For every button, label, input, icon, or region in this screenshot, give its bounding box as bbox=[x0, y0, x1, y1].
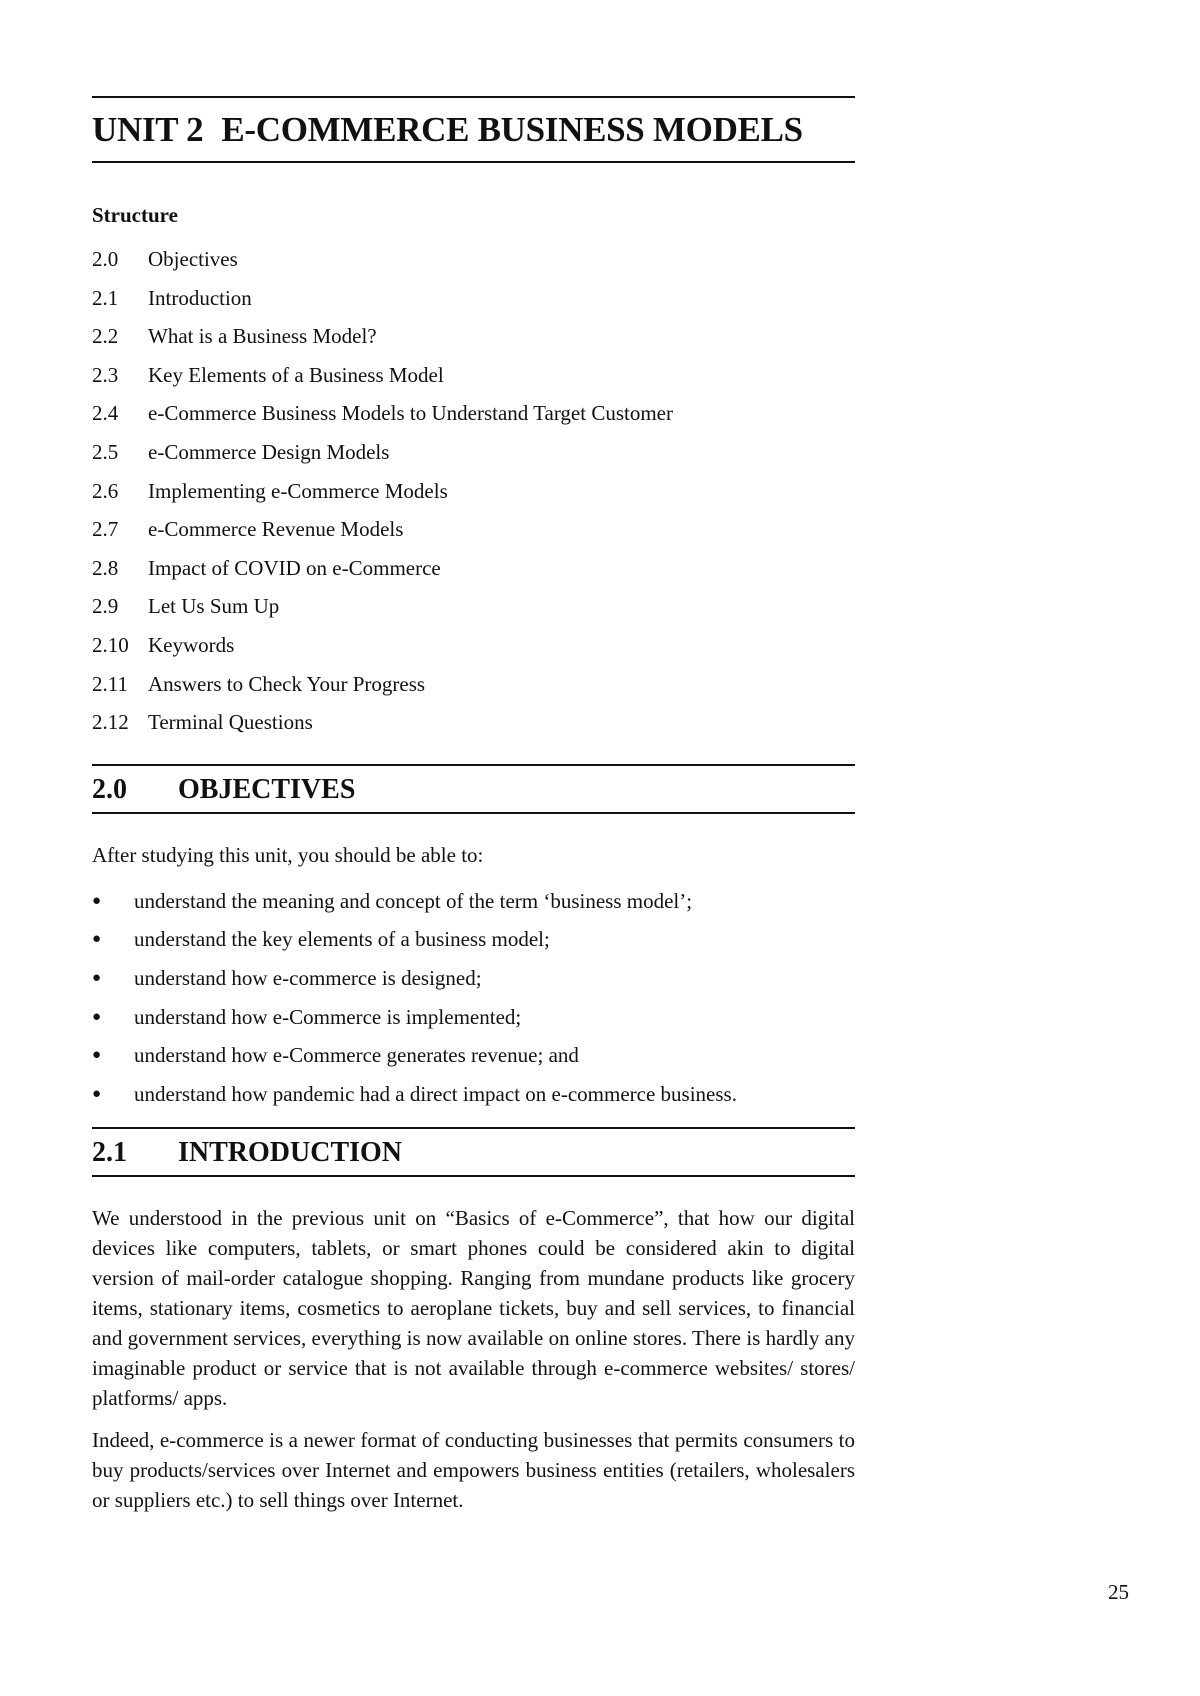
bullet-icon: ● bbox=[92, 1047, 102, 1064]
bullet-icon: ● bbox=[92, 969, 102, 986]
objectives-list bbox=[92, 882, 855, 1114]
toc-item-number: 2.10 bbox=[92, 632, 129, 657]
unit-title bbox=[92, 112, 855, 147]
toc-item bbox=[92, 626, 855, 665]
toc-item-label: Key Elements of a Business Model bbox=[148, 362, 444, 387]
section-top-rule bbox=[92, 764, 855, 766]
section-top-rule bbox=[92, 1127, 855, 1129]
bullet-icon: ● bbox=[92, 892, 102, 909]
toc-item-number: 2.12 bbox=[92, 710, 129, 735]
unit-title-top-rule bbox=[92, 96, 855, 98]
list-item bbox=[92, 1036, 855, 1075]
toc-item-label: e-Commerce Design Models bbox=[148, 439, 390, 464]
toc-item bbox=[92, 703, 855, 742]
bullet-icon: ● bbox=[92, 1008, 102, 1025]
toc-item bbox=[92, 472, 855, 511]
list-item bbox=[92, 998, 855, 1037]
toc-item-number: 2.0 bbox=[92, 247, 119, 271]
introduction-paragraph-1: We understood in the previous unit on “Basics of e-Commerce”, that how our digital devices like computers, tablets, or smart phones could be considered akin to digital version of mail-order catalogue shopping. Ranging from mundane products like grocery items, stationary items, cosmetics to aeroplane tickets, buy and sell services, to financial and government services, everything is now available on online stores. There is hardly any imaginable product or service that is not available through e-commerce websites/ stores/ platforms/ apps. bbox=[92, 1206, 855, 1411]
toc-item-number: 2.9 bbox=[92, 594, 119, 619]
bullet-text: understand the key elements of a business model; bbox=[134, 927, 550, 952]
section-heading-introduction bbox=[92, 1139, 855, 1167]
unit-number: UNIT 2 bbox=[92, 110, 204, 149]
toc-item bbox=[92, 394, 855, 433]
toc-item-label: Introduction bbox=[148, 285, 252, 310]
objectives-section bbox=[92, 764, 855, 1114]
bullet-icon: ● bbox=[92, 931, 102, 948]
section-heading-objectives bbox=[92, 773, 855, 805]
toc-item bbox=[92, 356, 855, 395]
objectives-intro: After studying this unit, you should be able to: bbox=[92, 842, 484, 867]
toc-item bbox=[92, 433, 855, 472]
unit-title-text: E-COMMERCE BUSINESS MODELS bbox=[221, 110, 803, 149]
toc-item-label: Objectives bbox=[148, 247, 238, 271]
list-item bbox=[92, 882, 855, 921]
section-title: OBJECTIVES bbox=[178, 773, 356, 805]
toc-item bbox=[92, 665, 855, 704]
list-item bbox=[92, 920, 855, 959]
bullet-text: understand the meaning and concept of the term ‘business model’; bbox=[134, 888, 693, 913]
list-item bbox=[92, 1075, 855, 1114]
toc-item-number: 2.11 bbox=[92, 671, 128, 696]
toc-item bbox=[92, 549, 855, 588]
toc-item-label: e-Commerce Revenue Models bbox=[148, 517, 404, 542]
toc-item-label: Impact of COVID on e-Commerce bbox=[148, 555, 441, 580]
bullet-text: understand how e-Commerce is implemented; bbox=[134, 1004, 522, 1029]
toc-item bbox=[92, 587, 855, 626]
toc-item-number: 2.3 bbox=[92, 362, 119, 387]
section-bottom-rule bbox=[92, 812, 855, 814]
toc-item bbox=[92, 279, 855, 318]
bullet-text: understand how pandemic had a direct impact on e-commerce business. bbox=[134, 1081, 737, 1106]
toc-item bbox=[92, 317, 855, 356]
toc-item-label: Terminal Questions bbox=[148, 710, 313, 735]
toc-item-number: 2.1 bbox=[92, 285, 119, 310]
introduction-paragraph-2: Indeed, e-commerce is a newer format of conducting businesses that permits consumers to buy products/services over Internet and empowers business entities (retailers, wholesalers or suppliers etc.) to sell things over Internet. bbox=[92, 1428, 855, 1513]
toc-item-label: Implementing e-Commerce Models bbox=[148, 478, 448, 503]
toc-item-label: Let Us Sum Up bbox=[148, 594, 280, 619]
bullet-text: understand how e-Commerce generates revenue; and bbox=[134, 1043, 579, 1068]
bullet-text: understand how e-commerce is designed; bbox=[134, 965, 482, 990]
section-bottom-rule bbox=[92, 1175, 855, 1177]
page-content bbox=[92, 96, 855, 1515]
toc-item bbox=[92, 510, 855, 549]
list-item bbox=[92, 959, 855, 998]
structure-heading: Structure bbox=[92, 203, 178, 227]
toc-item bbox=[92, 240, 855, 279]
unit-title-bottom-rule bbox=[92, 161, 855, 163]
structure-list bbox=[92, 240, 855, 742]
section-number: 2.0 bbox=[92, 773, 127, 805]
toc-item-label: What is a Business Model? bbox=[148, 324, 377, 349]
toc-item-label: Answers to Check Your Progress bbox=[148, 671, 426, 696]
toc-item-label: Keywords bbox=[148, 632, 235, 657]
introduction-section bbox=[92, 1127, 855, 1515]
toc-item-number: 2.4 bbox=[92, 401, 119, 426]
bullet-icon: ● bbox=[92, 1085, 102, 1102]
toc-item-number: 2.7 bbox=[92, 517, 119, 542]
toc-item-number: 2.2 bbox=[92, 324, 119, 349]
toc-item-number: 2.8 bbox=[92, 555, 119, 580]
section-title: INTRODUCTION bbox=[178, 1137, 403, 1169]
section-number: 2.1 bbox=[92, 1137, 127, 1169]
toc-item-number: 2.5 bbox=[92, 439, 119, 464]
page-number: 25 bbox=[1108, 1580, 1129, 1604]
toc-item-number: 2.6 bbox=[92, 478, 119, 503]
toc-item-label: e-Commerce Business Models to Understand Target Customer bbox=[148, 401, 673, 426]
